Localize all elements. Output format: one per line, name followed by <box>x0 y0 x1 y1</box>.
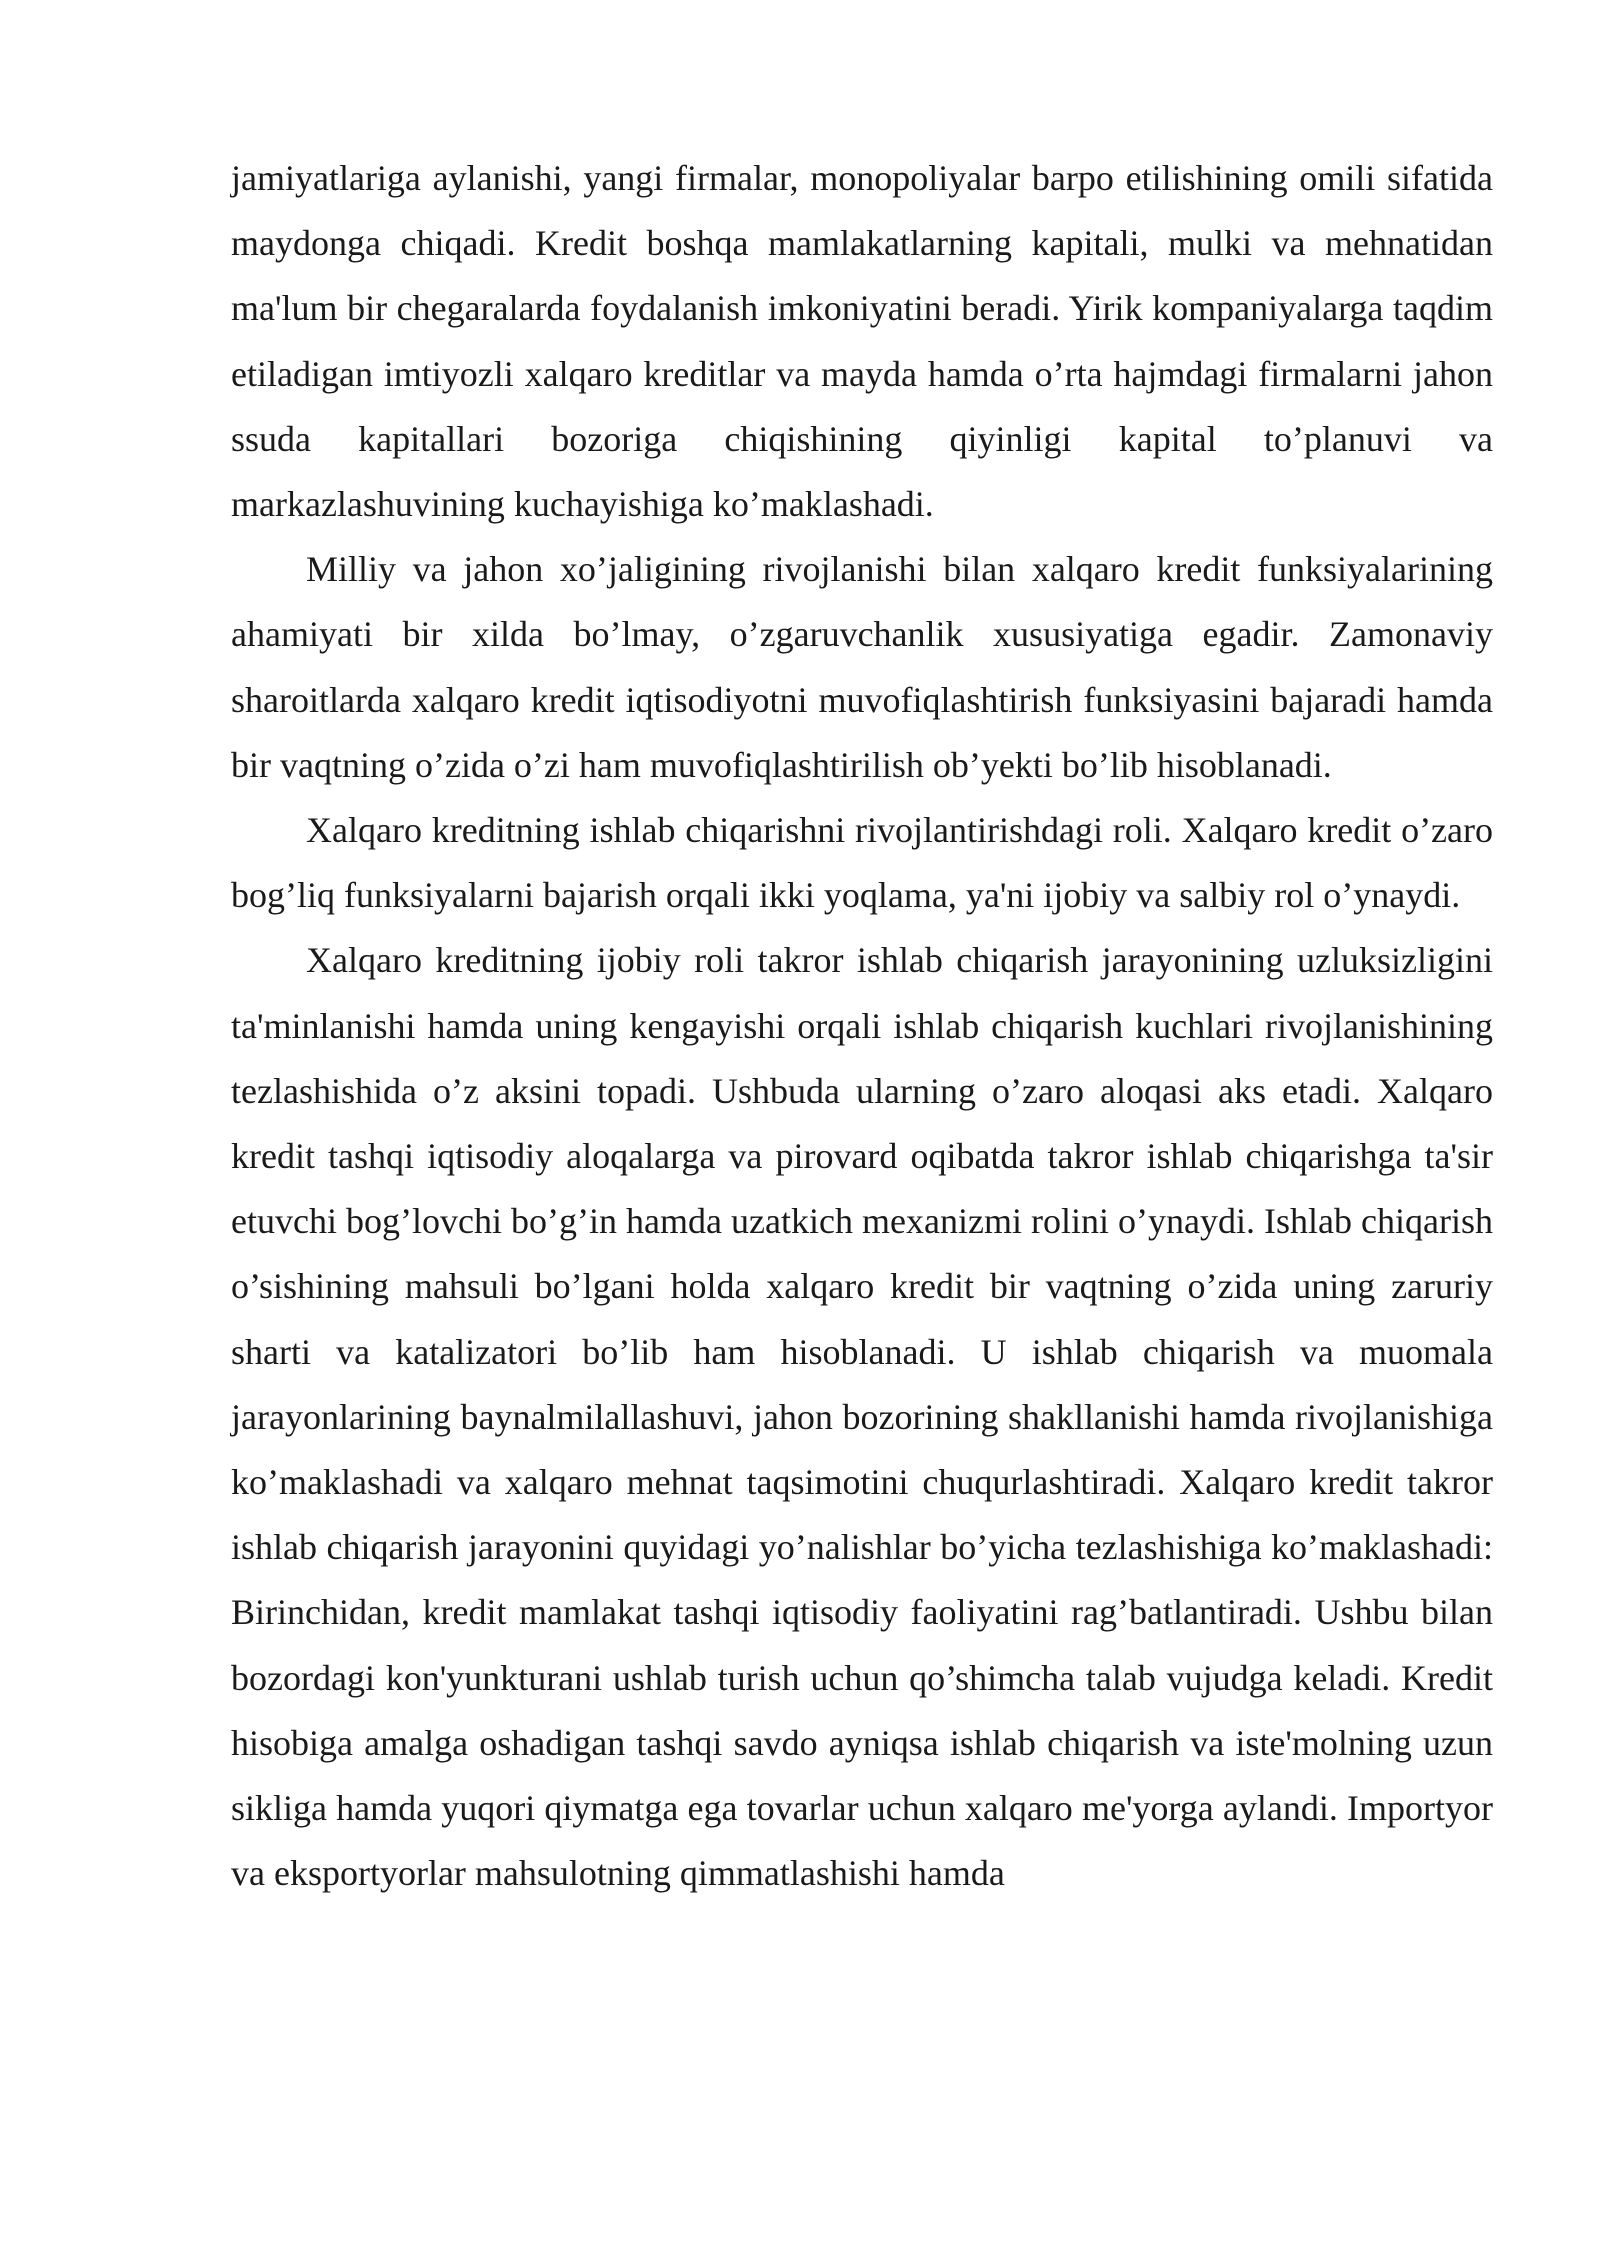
document-body <box>231 146 1493 1906</box>
paragraph-2: Milliy va jahon xo’jaligining rivojlanishi bilan xalqaro kredit funksiyalarining ahamiyati bir xilda bo’lmay, o’zgaruvchanlik xususiyatiga egadir. Zamonaviy sharoitlarda xalqaro kredit iqtisodiyotni muvofiqlashtirish funksiyasini bajaradi hamda bir vaqtning o’zida o’zi ham muvofiqlashtirilish ob’yekti bo’lib hisoblanadi. <box>231 549 1493 785</box>
paragraph-1: jamiyatlariga aylanishi, yangi firmalar, monopoliyalar barpo etilishining omili sifatida maydonga chiqadi. Kredit boshqa mamlakatlarning kapitali, mulki va mehnatidan ma'lum bir chegaralarda foydalanish imkoniyatini beradi. Yirik kompaniyalarga taqdim etiladigan imtiyozli xalqaro kreditlar va mayda hamda o’rta hajmdagi firmalarni jahon ssuda kapitallari bozoriga chiqishining qiyinligi kapital to’planuvi va markazlashuvining kuchayishiga ko’maklashadi. <box>231 158 1493 525</box>
paragraph-4: Xalqaro kreditning ijobiy roli takror ishlab chiqarish jarayonining uzluksizligini ta'minlanishi hamda uning kengayishi orqali ishlab chiqarish kuchlari rivojlanishining tezlashishida o’z aksini topadi. Ushbuda ularning o’zaro aloqasi aks etadi. Xalqaro kredit tashqi iqtisodiy aloqalarga va pirovard oqibatda takror ishlab chiqarishga ta'sir etuvchi bog’lovchi bo’g’in hamda uzatkich mexanizmi rolini o’ynaydi. Ishlab chiqarish o’sishining mahsuli bo’lgani holda xalqaro kredit bir vaqtning o’zida uning zaruriy sharti va katalizatori bo’lib ham hisoblanadi. U ishlab chiqarish va muomala jarayonlarining baynalmilallashuvi, jahon bozorining shakllanishi hamda rivojlanishiga ko’maklashadi va xalqaro mehnat taqsimotini chuqurlashtiradi. Xalqaro kredit takror ishlab chiqarish jarayonini quyidagi yo’nalishlar bo’yicha tezlashishiga ko’maklashadi: Birinchidan, kredit mamlakat tashqi iqtisodiy faoliyatini rag’batlantiradi. Ushbu bilan bozordagi kon'yunkturani ushlab turish uchun qo’shimcha talab vujudga keladi. Kredit hisobiga amalga oshadigan tashqi savdo ayniqsa ishlab chiqarish va iste'molning uzun sikliga hamda yuqori qiymatga ega tovarlar uchun xalqaro me'yorga aylandi. Importyor va eksportyorlar mahsulotning qimmatlashishi hamda <box>231 940 1493 1894</box>
paragraph-3: Xalqaro kreditning ishlab chiqarishni rivojlantirishdagi roli. Xalqaro kredit o’zaro bog’liq funksiyalarni bajarish orqali ikki yoqlama, ya'ni ijobiy va salbiy rol o’ynaydi. <box>231 810 1493 916</box>
